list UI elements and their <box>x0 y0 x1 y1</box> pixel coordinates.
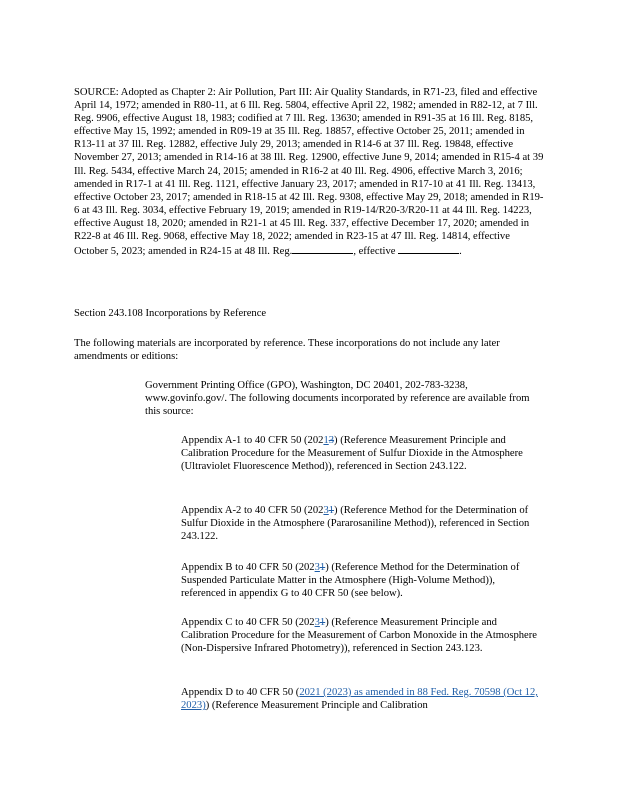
appendix-c-entry <box>181 616 541 655</box>
appendix-a2-entry <box>181 504 541 543</box>
gpo-source-paragraph: Government Printing Office (GPO), Washington, DC 20401, 202-783-3238, www.govinfo.gov/. The following documents incorporated by reference are available from this source: <box>145 380 530 418</box>
appendix-a2-lead: Appendix A-2 to 40 CFR 50 (202 <box>181 505 324 516</box>
source-note <box>74 86 544 258</box>
source-mid-text: , effective <box>353 246 399 258</box>
appendix-d-lead: Appendix D to 40 CFR 50 ( <box>181 687 300 698</box>
appendix-b-deleted-digit: 1 <box>319 562 326 573</box>
appendix-a2-inserted-digit: 3 <box>323 505 329 516</box>
appendix-c-lead: Appendix C to 40 CFR 50 (202 <box>181 617 315 628</box>
appendix-b-rest: ) (Reference Method for the Determination of Suspended Particulate Matter in the Atmosphere (High-Volume Method)), referenced in appendix G to 40 CFR 50 (see below). <box>181 562 520 600</box>
appendix-b-inserted-digit: 3 <box>314 562 320 573</box>
appendix-a2-rest: ) (Reference Method for the Determination of Sulfur Dioxide in the Atmosphere (Pararosaniline Method)), referenced in Section 243.122. <box>181 505 530 543</box>
blank-effective-date <box>398 243 459 254</box>
appendix-d-entry <box>181 686 541 712</box>
appendix-a1-inserted-digit: 1 <box>323 435 329 446</box>
appendix-a1-lead: Appendix A-1 to 40 CFR 50 (202 <box>181 435 324 446</box>
appendix-c-deleted-digit: 1 <box>319 617 326 628</box>
appendix-a2-deleted-digit: 1 <box>328 505 335 516</box>
appendix-c-inserted-digit: 3 <box>314 617 320 628</box>
appendix-c-rest: ) (Reference Measurement Principle and Calibration Procedure for the Measurement of Carbon Monoxide in the Atmosphere (Non-Dispersive Infrared Photometry)), referenced in Section 243.123. <box>181 617 537 655</box>
source-text: SOURCE: Adopted as Chapter 2: Air Pollution, Part III: Air Quality Standards, in R71-23, filed and effective April 14, 1972; amended in R80-11, at 6 Ill. Reg. 5804, effective April 22, 1982; amended in R82-12, at 7 Ill. Reg. 9906, effective August 18, 1983; codified at 7 Ill. Reg. 13630; amended in R91-35 at 16 Ill. Reg. 8185, effective May 15, 1992; amended in R09-19 at 35 Ill. Reg. 18857, effective October 25, 2011; amended in R13-11 at 37 Ill. Reg. 12882, effective July 29, 2013; amended in R14-6 at 37 Ill. Reg. 19848, effective November 27, 2013; amended in R14-16 at 38 Ill. Reg. 12900, effective June 9, 2014; amended in R15-4 at 39 Ill. Reg. 5434, effective March 24, 2015; amended in R16-2 at 40 Ill. Reg. 4906, effective March 3, 2016; amended in R17-1 at 41 Ill. Reg. 1121, effective January 23, 2017; amended in R17-10 at 41 Ill. Reg. 13413, effective October 23, 2017; amended in R18-15 at 42 Ill. Reg. 9308, effective May 29, 2018; amended in R19-6 at 43 Ill. Reg. 3034, effective February 19, 2019; amended in R19-14/R20-3/R20-11 at 44 Ill. Reg. 14223, effective August 18, 2020; amended in R21-1 at 45 Ill. Reg. 337, effective December 17, 2020; amended in R22-8 at 46 Ill. Reg. 9068, effective May 18, 2022; amended in R23-15 at 47 Ill. Reg. 14814, effective October 5, 2023; amended in R24-15 at 48 Ill. Reg. <box>74 87 544 258</box>
appendix-d-inserted-text: 2021 (2023) as amended in 88 Fed. Reg. 70598 (Oct 12, 2023) <box>181 687 538 712</box>
intro-paragraph: The following materials are incorporated by reference. These incorporations do not include any later amendments or editions: <box>74 338 500 363</box>
blank-register-page <box>292 243 353 254</box>
appendix-d-rest: ) (Reference Measurement Principle and Calibration <box>205 700 428 712</box>
appendix-b-entry <box>181 561 541 600</box>
appendix-b-lead: Appendix B to 40 CFR 50 (202 <box>181 562 315 573</box>
section-heading: Section 243.108 Incorporations by Reference <box>74 308 267 319</box>
source-end-text: . <box>459 246 462 258</box>
appendix-a1-rest: ) (Reference Measurement Principle and Calibration Procedure for the Measurement of Sulfur Dioxide in the Atmosphere (Ultraviolet Fluorescence Method)), referenced in Section 243.122. <box>181 435 523 473</box>
appendix-a1-entry <box>181 434 541 473</box>
appendix-a1-deleted-digit: 3 <box>328 435 335 446</box>
